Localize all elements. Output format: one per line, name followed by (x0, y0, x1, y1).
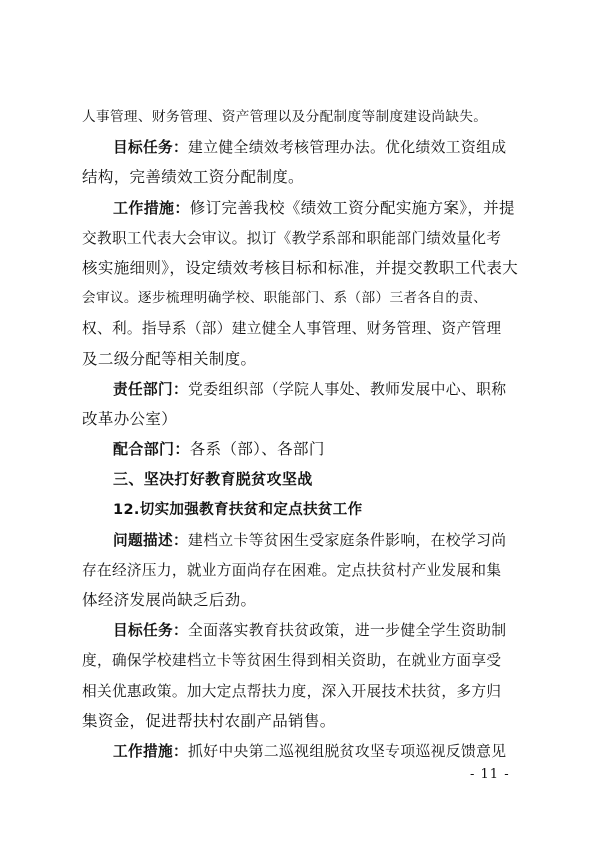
line-text: 存在经济压力，就业方面尚存在困难。定点扶贫村产业发展和集 (82, 561, 502, 579)
text-line (82, 404, 518, 434)
body-text (82, 102, 518, 766)
field-label: 责任部门： (113, 380, 189, 398)
line-text: 抓好中央第二巡视组脱贫攻坚专项巡视反馈意见 (188, 742, 507, 760)
field-label: 工作措施： (113, 742, 189, 760)
line-text: 及二级分配等相关制度。 (82, 349, 257, 368)
text-line (82, 525, 518, 555)
line-text: 建档立卡等贫困生受家庭条件影响，在校学习尚 (188, 531, 507, 549)
line-text: 三、坚决打好教育脱贫攻坚战 (113, 470, 313, 489)
line-text: 权、利。指导系（部）建立健全人事管理、财务管理、资产管理 (82, 320, 502, 338)
field-label: 工作措施： (113, 198, 190, 217)
line-text: 修订完善我校《绩效工资分配实施方案》，并提 (189, 198, 515, 217)
page-number: - 11 - (470, 767, 510, 782)
text-line (82, 132, 518, 162)
line-text: 人事管理、财务管理、资产管理以及分配制度等制度建设尚缺失。 (82, 109, 488, 125)
line-text: 集资金，促进帮扶村农副产品销售。 (82, 711, 336, 730)
text-line (82, 374, 518, 404)
line-text: 12.切实加强教育扶贫和定点扶贫工作 (113, 502, 363, 519)
text-line (82, 645, 518, 675)
line-text: 会审议。逐步梳理明确学校、职能部门、系（部）三者各自的责、 (82, 290, 488, 307)
line-text: 体经济发展尚缺乏后劲。 (82, 591, 257, 609)
text-line (82, 344, 518, 374)
line-text: 交教职工代表大会审议。拟订《教学系部和职能部门绩效量化考 (82, 229, 502, 247)
text-line (82, 313, 518, 343)
text-line (82, 585, 518, 615)
line-text: 相关优惠政策。加大定点帮扶力度，深入开展技术扶贫，多方归 (82, 682, 502, 700)
line-text: 建立健全绩效考核管理办法。优化绩效工资组成 (188, 139, 507, 157)
text-line (82, 223, 518, 253)
text-line (82, 283, 518, 313)
line-text: 改革办公室） (82, 409, 178, 428)
text-line (82, 162, 518, 192)
text-line (82, 615, 518, 645)
field-label: 问题描述： (113, 531, 189, 549)
line-text: 全面落实教育扶贫政策，进一步健全学生资助制 (188, 622, 507, 640)
text-line (82, 102, 518, 132)
line-text: 度，确保学校建档立卡等贫困生得到相关资助，在就业方面享受 (82, 652, 502, 670)
line-text: 结构，完善绩效工资分配制度。 (82, 168, 304, 187)
line-text: 核实施细则》，设定绩效考核目标和标准，并提交教职工代表大 (82, 258, 519, 277)
line-text: 各系（部）、各部门 (189, 440, 325, 459)
line-text: 党委组织部（学院人事处、教师发展中心、职称 (188, 380, 507, 398)
text-line (82, 434, 518, 464)
text-line (82, 555, 518, 585)
text-line (82, 676, 518, 706)
field-label: 目标任务： (113, 139, 189, 157)
field-label: 目标任务： (113, 622, 189, 640)
item-heading (82, 494, 518, 524)
text-line (82, 193, 518, 223)
section-heading (82, 464, 518, 494)
text-line (82, 736, 518, 766)
text-line (82, 253, 518, 283)
text-line (82, 706, 518, 736)
field-label: 配合部门： (113, 440, 190, 459)
